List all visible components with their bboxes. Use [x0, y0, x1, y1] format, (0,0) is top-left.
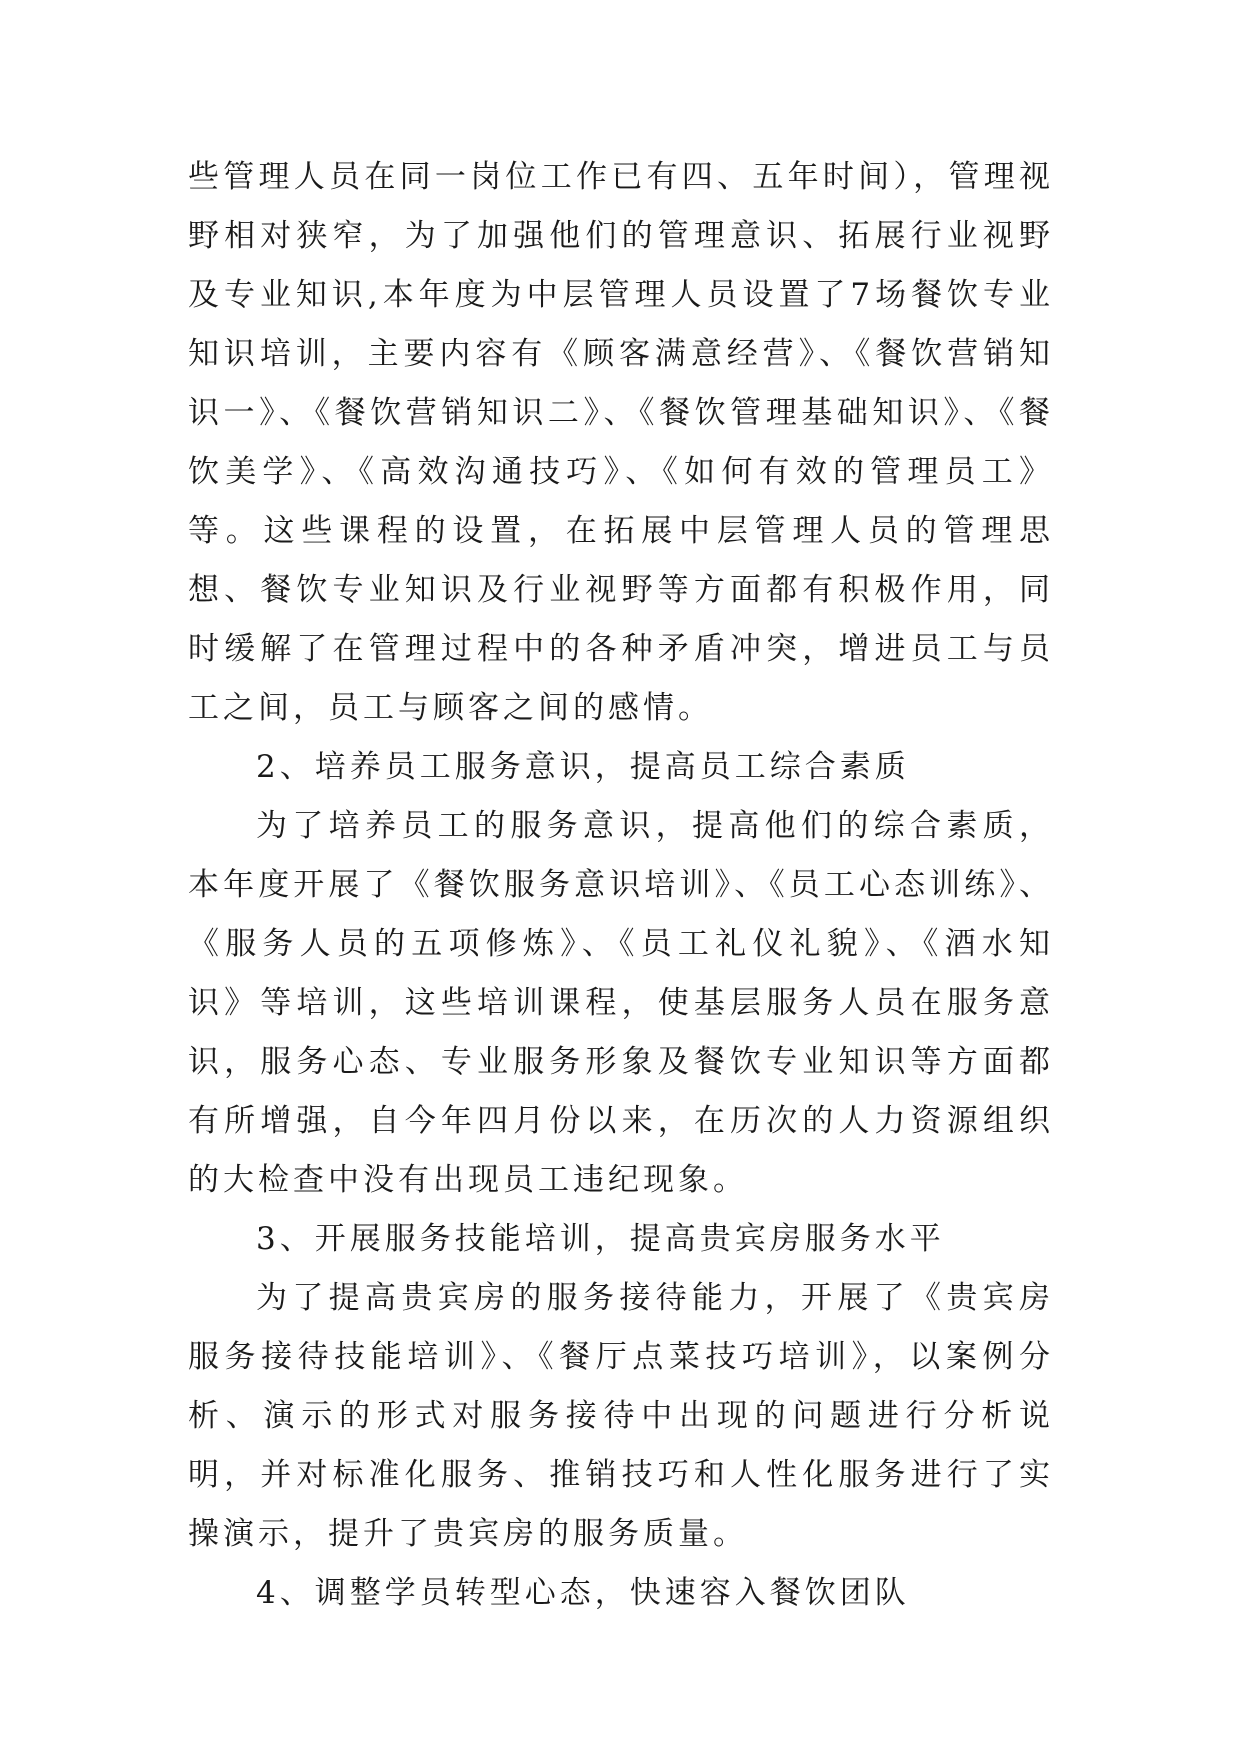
paragraph-mid-level-training: 些管理人员在同一岗位工作已有四、五年时间），管理视野相对狭窄，为了加强他们的管理意识、拓展行业视野及专业知识,本年度为中层管理人员设置了7场餐饮专业知识培训，主要内容有《顾客满意经营》、《餐饮营销知识一》、《餐饮营销知识二》、《餐饮管理基础知识》、《餐饮美学》、《高效沟通技巧》、《如何有效的管理员工》等。这些课程的设置，在拓展中层管理人员的管理思想、餐饮专业知识及行业视野等方面都有积极作用，同时缓解了在管理过程中的各种矛盾冲突，增进员工与员工之间，员工与顾客之间的感情。	[188, 159, 1054, 726]
heading-vip-room-service: 3、开展服务技能培训，提高贵宾房服务水平	[256, 1221, 945, 1257]
heading-service-awareness: 2、培养员工服务意识，提高员工综合素质	[256, 749, 910, 785]
document-body	[188, 148, 1054, 1623]
paragraph-vip-room-service: 为了提高贵宾房的服务接待能力，开展了《贵宾房服务接待技能培训》、《餐厅点菜技巧培训》，以案例分析、演示的形式对服务接待中出现的问题进行分析说明，并对标准化服务、推销技巧和人性化服务进行了实操演示，提升了贵宾房的服务质量。	[188, 1280, 1054, 1552]
paragraph-service-awareness: 为了培养员工的服务意识，提高他们的综合素质，本年度开展了《餐饮服务意识培训》、《员工心态训练》、《服务人员的五项修炼》、《员工礼仪礼貌》、《酒水知识》等培训，这些培训课程，使基层服务人员在服务意识，服务心态、专业服务形象及餐饮专业知识等方面都有所增强，自今年四月份以来，在历次的人力资源组织的大检查中没有出现员工违纪现象。	[188, 808, 1054, 1198]
heading-trainee-mindset: 4、调整学员转型心态，快速容入餐饮团队	[256, 1575, 910, 1611]
